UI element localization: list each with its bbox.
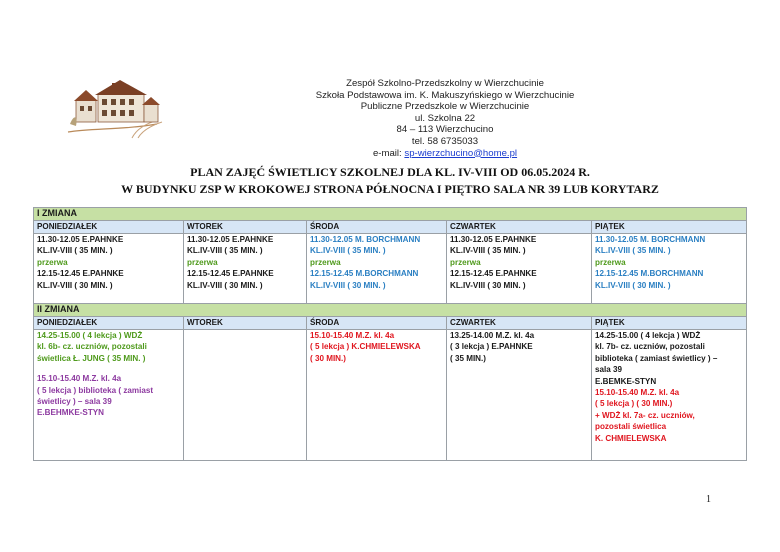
school-name-line: Szkoła Podstawowa im. K. Makuszyńskiego w Wierzchucinie <box>315 89 575 101</box>
schedule-line: E.BEHMKE-STYN <box>37 408 105 418</box>
email-link[interactable]: sp-wierzchucino@home.pl <box>404 147 518 159</box>
schedule-line: 11.30-12.05 E.PAHNKE <box>187 235 274 244</box>
zone-2-header-row <box>34 304 747 317</box>
schedule-cell-monday <box>34 234 184 304</box>
schedule-line: KL.IV-VIII ( 30 MIN. ) <box>37 280 113 290</box>
schedule-line: 12.15-12.45 M.BORCHMANN <box>595 269 704 279</box>
schedule-line: 14.25-15.00 ( 4 lekcja ) WDŻ <box>37 331 143 340</box>
schedule-line: biblioteka ( zamiast świetlicy ) – <box>595 353 718 363</box>
schedule-line: 15.10-15.40 M.Z. kl. 4a <box>310 331 395 340</box>
zone-1-label: I ZMIANA <box>34 208 747 221</box>
page-number: 1 <box>706 494 711 505</box>
schedule-line: przerwa <box>187 257 218 267</box>
schedule-cell-thursday <box>447 330 592 461</box>
zone-2-schedule-row <box>34 330 747 461</box>
schedule-line: KL.IV-VIII ( 30 MIN. ) <box>187 280 263 290</box>
schedule-cell-friday <box>592 234 747 304</box>
schedule-line: KL.IV-VIII ( 35 MIN. ) <box>310 246 386 256</box>
day-header: PIĄTEK <box>592 221 747 234</box>
schedule-cell-tuesday <box>184 330 307 461</box>
day-header: PONIEDZIAŁEK <box>34 317 184 330</box>
schedule-line: ( 5 lekcja ) biblioteka ( zamiast <box>37 385 154 395</box>
day-header: CZWARTEK <box>447 221 592 234</box>
schedule-cell-wednesday <box>307 330 447 461</box>
schedule-line: KL.IV-VIII ( 35 MIN. ) <box>37 246 113 256</box>
school-address-block <box>300 78 590 159</box>
schedule-cell-wednesday <box>307 234 447 304</box>
day-header: PIĄTEK <box>592 317 747 330</box>
schedule-line: świetlicy ) – sala 39 <box>37 397 112 407</box>
day-header: PONIEDZIAŁEK <box>34 221 184 234</box>
street-address: ul. Szkolna 22 <box>414 112 476 124</box>
zone-1-header-row <box>34 208 747 221</box>
schedule-line: 13.25-14.00 M.Z. kl. 4a <box>450 331 535 340</box>
schedule-line: 15.10-15.40 M.Z. kl. 4a <box>37 374 122 384</box>
schedule-line: sala 39 <box>595 365 623 375</box>
school-name-line: Zespół Szkolno-Przedszkolny w Wierzchucinie <box>346 78 544 89</box>
schedule-line: ( 30 MIN.) <box>310 353 346 363</box>
document-title: PLAN ZAJĘĆ ŚWIETLICY SZKOLNEJ DLA KL. IV-VIII OD 06.05.2024 R. <box>190 165 590 179</box>
schedule-line: KL.IV-VIII ( 35 MIN. ) <box>595 246 671 256</box>
schedule-line: ( 5 lekcja ) K.CHMIELEWSKA <box>310 342 421 352</box>
schedule-line: kl. 7b- cz. uczniów, pozostali <box>595 342 705 352</box>
zone-1-schedule-row <box>34 234 747 304</box>
schedule-cell-monday <box>34 330 184 461</box>
day-header: WTOREK <box>184 317 307 330</box>
schedule-line: 14.25-15.00 ( 4 lekcja ) WDŻ <box>595 331 701 340</box>
email-label: e-mail: <box>372 147 402 159</box>
schedule-line: 12.15-12.45 E.PAHNKE <box>450 269 537 279</box>
schedule-line: 15.10-15.40 M.Z. kl. 4a <box>595 388 680 398</box>
line-spacer <box>37 364 180 373</box>
schedule-line: pozostali świetlica <box>595 422 667 432</box>
schedule-line: 12.15-12.45 E.PAHNKE <box>37 269 124 279</box>
schedule-line: ( 3 lekcja ) E.PAHNKE <box>450 342 533 352</box>
schedule-line: ( 35 MIN.) <box>450 353 486 363</box>
schedule-line: 11.30-12.05 E.PAHNKE <box>37 235 124 244</box>
school-building-logo <box>62 70 174 140</box>
school-name-line: Publiczne Przedszkole w Wierzchucinie <box>360 101 530 113</box>
schedule-line: 11.30-12.05 M. BORCHMANN <box>310 235 421 244</box>
day-header-row <box>34 317 747 330</box>
document-subtitle: W BUDYNKU ZSP W KROKOWEJ STRONA PÓŁNOCNA I PIĘTRO SALA NR 39 LUB KORYTARZ <box>121 182 659 196</box>
schedule-cell-friday <box>592 330 747 461</box>
day-header: WTOREK <box>184 221 307 234</box>
schedule-line: ( 5 lekcja ) ( 30 MIN.) <box>595 399 673 409</box>
schedule-line: kl. 6b- cz. uczniów, pozostali <box>37 342 147 352</box>
schedule-line: przerwa <box>310 257 341 267</box>
postal-address: 84 – 113 Wierzchucino <box>396 124 494 136</box>
schedule-line: KL.IV-VIII ( 35 MIN. ) <box>187 246 263 256</box>
day-header: CZWARTEK <box>447 317 592 330</box>
schedule-line: przerwa <box>450 257 481 267</box>
zone-2-label: II ZMIANA <box>34 304 747 317</box>
schedule-line: przerwa <box>37 257 68 267</box>
schedule-line: przerwa <box>595 257 626 267</box>
schedule-line: 11.30-12.05 M. BORCHMANN <box>595 235 706 244</box>
schedule-line: KL.IV-VIII ( 35 MIN. ) <box>450 246 526 256</box>
phone-number: tel. 58 6735033 <box>411 135 479 147</box>
schedule-line: 12.15-12.45 E.PAHNKE <box>187 269 274 279</box>
email-line <box>300 148 590 160</box>
schedule-line: + WDŻ kl. 7a- cz. uczniów, <box>595 410 695 420</box>
schedule-line: K. CHMIELEWSKA <box>595 433 667 443</box>
schedule-cell-thursday <box>447 234 592 304</box>
schedule-line: KL.IV-VIII ( 30 MIN. ) <box>450 280 526 290</box>
schedule-line: świetlica Ł. JUNG ( 35 MIN. ) <box>37 353 146 363</box>
schedule-line: KL.IV-VIII ( 30 MIN. ) <box>595 280 671 290</box>
day-header: ŚRODA <box>307 317 447 330</box>
day-header: ŚRODA <box>307 221 447 234</box>
schedule-cell-tuesday <box>184 234 307 304</box>
schedule-table <box>33 207 747 461</box>
schedule-line: KL.IV-VIII ( 30 MIN. ) <box>310 280 386 290</box>
schedule-line: E.BEMKE-STYN <box>595 376 657 386</box>
schedule-line: 12.15-12.45 M.BORCHMANN <box>310 269 419 279</box>
schedule-line: 11.30-12.05 E.PAHNKE <box>450 235 537 244</box>
day-header-row <box>34 221 747 234</box>
